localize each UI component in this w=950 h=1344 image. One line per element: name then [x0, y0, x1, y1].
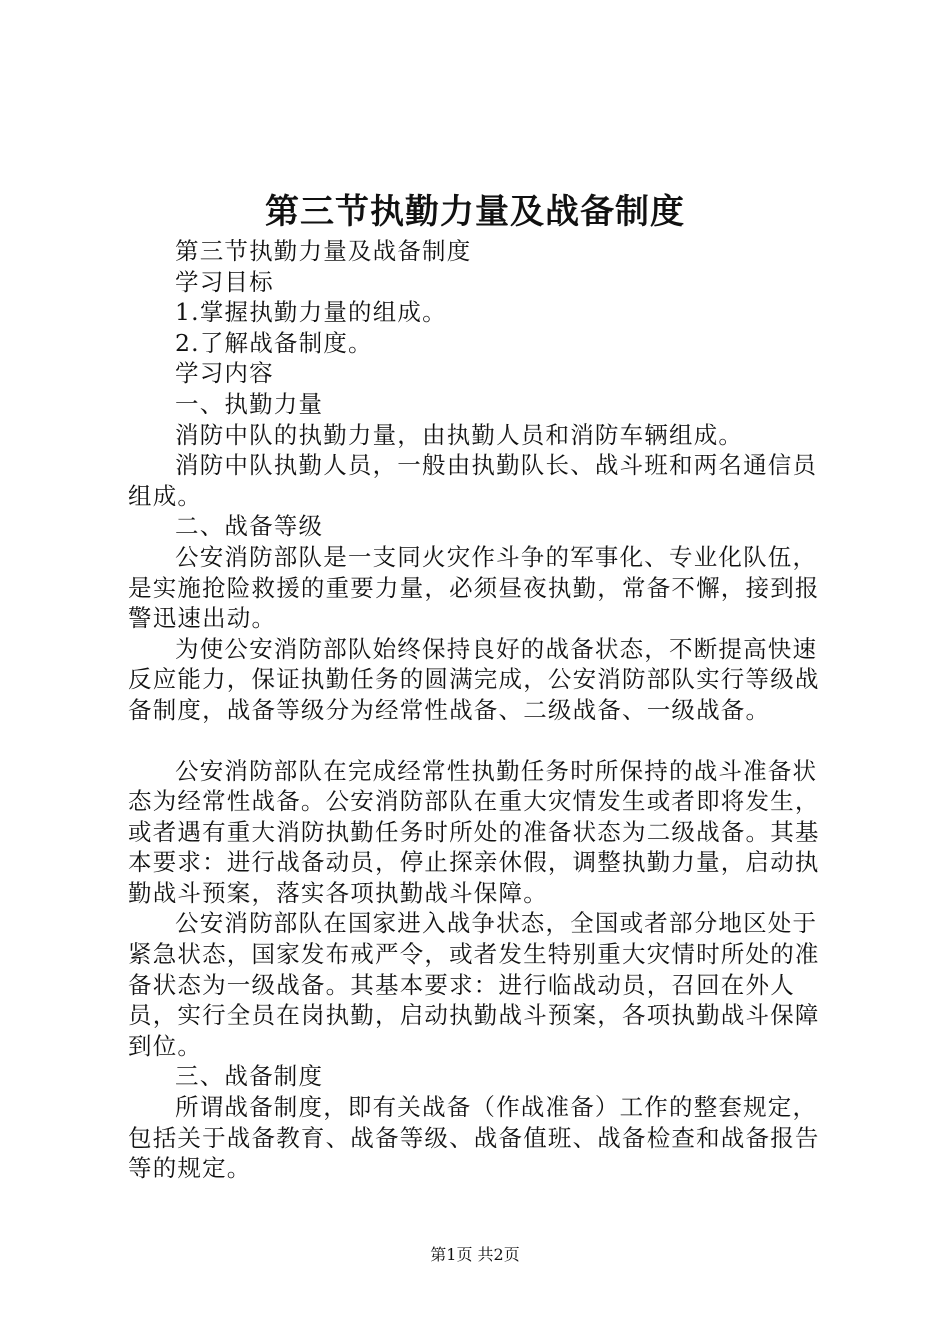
paragraph-readiness-system: 为使公安消防部队始终保持良好的战备状态，不断提高快速反应能力，保证执勤任务的圆满完成，公安消防部队实行等级战备制度，战备等级分为经常性战备、二级战备、一级战备。 [128, 634, 820, 724]
paragraph-duty-personnel: 消防中队执勤人员，一般由执勤队长、战斗班和两名通信员组成。 [128, 451, 818, 510]
paragraph-learning-content-heading: 学习内容 [175, 359, 274, 388]
paragraph-level-one-readiness: 公安消防部队在国家进入战争状态，全国或者部分地区处于紧急状态，国家发布戒严令，或者发生特别重大灾情时所处的准备状态为一级战备。其基本要求：进行临战动员，召回在外人员，实行全员在岗执勤，启动执勤战斗预案，各项执勤战斗保障到位。 [128, 909, 820, 1060]
paragraph-level-two-readiness: 公安消防部队在完成经常性执勤任务时所保持的战斗准备状态为经常性战备。公安消防部队在重大灾情发生或者即将发生，或者遇有重大消防执勤任务时所处的准备状态为二级战备。其基本要求：进行战备动员，停止探亲休假，调整执勤力量，启动执勤战斗预案，落实各项执勤战斗保障。 [128, 756, 820, 907]
paragraph-learning-goals-heading: 学习目标 [175, 267, 274, 296]
document-body [128, 236, 828, 1184]
paragraph-goal-2: 2.了解战备制度。 [175, 328, 373, 357]
paragraph-section-heading: 第三节执勤力量及战备制度 [175, 237, 472, 265]
page-number-footer: 第1页 共2页 [430, 1245, 520, 1264]
paragraph-heading-readiness-rules: 三、战备制度 [175, 1062, 324, 1091]
paragraph-goal-1: 1.掌握执勤力量的组成。 [175, 298, 447, 327]
page-title: 第三节执勤力量及战备制度 [265, 192, 685, 232]
paragraph-heading-readiness-levels: 二、战备等级 [175, 512, 324, 541]
paragraph-heading-duty-force: 一、执勤力量 [175, 389, 324, 418]
paragraph-duty-force-composition: 消防中队的执勤力量，由执勤人员和消防车辆组成。 [175, 420, 744, 449]
paragraph-readiness-rules-definition: 所谓战备制度，即有关战备（作战准备）工作的整套规定，包括关于战备教育、战备等级、战备值班、战备检查和战备报告等的规定。 [128, 1093, 820, 1183]
paragraph-fire-force-description: 公安消防部队是一支同火灾作斗争的军事化、专业化队伍，是实施抢险救援的重要力量，必须昼夜执勤，常备不懈，接到报警迅速出动。 [128, 542, 820, 633]
